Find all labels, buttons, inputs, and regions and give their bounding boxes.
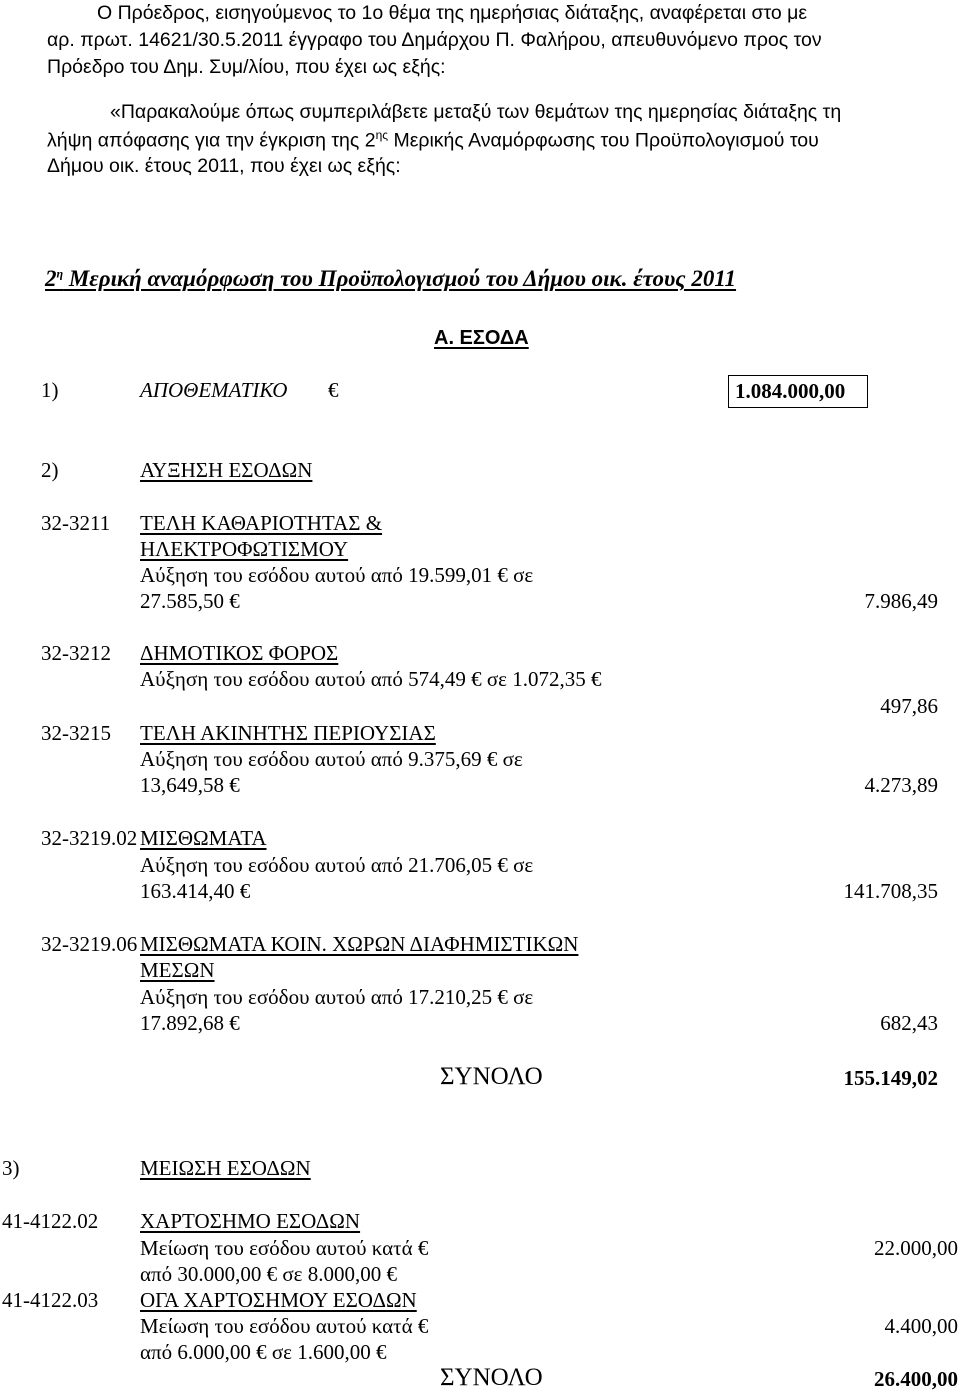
item-description: Αύξηση του εσόδου αυτού από 21.706,05 € σε xyxy=(140,853,534,877)
item-description: Αύξηση του εσόδου αυτού από 9.375,69 € σε xyxy=(140,747,523,771)
item-title: ΤΕΛΗ ΚΑΘΑΡΙΟΤΗΤΑΣ & xyxy=(140,511,383,535)
reserve-label: 1) xyxy=(41,378,59,402)
item-amount: 7.986,49 xyxy=(864,589,938,613)
item-description-cont: 163.414,40 € xyxy=(140,879,251,903)
item-description-cont: 17.892,68 € xyxy=(140,1011,240,1035)
item-amount: 4.400,00 xyxy=(884,1314,958,1338)
euro-symbol: € xyxy=(328,378,339,402)
quote-line-2: λήψη απόφασης για την έγκριση της $2^{\eta\varsigma}$ Μερικής Αναμόρφωσης του Προϋπολογισμού του xyxy=(47,128,819,152)
quote-line-1: «Παρακαλούμε όπως συμπεριλάβετε μεταξύ των θεμάτων της ημερησίας διάταξης τη xyxy=(110,101,842,123)
intro-line-1: Ο Πρόεδρος, εισηγούμενος το 1ο θέμα της ημερήσιας διάταξης, αναφέρεται στο με xyxy=(97,2,808,24)
item-title: ΤΕΛΗ ΑΚΙΝΗΤΗΣ ΠΕΡΙΟΥΣΙΑΣ xyxy=(140,721,436,745)
increase-total: 155.149,02 xyxy=(843,1066,938,1090)
intro-line-3: Πρόεδρο του Δημ. Συμ/λίου, που έχει ως εξής: xyxy=(47,56,446,78)
item-description: Αύξηση του εσόδου αυτού από 574,49 € σε 1.072,35 € xyxy=(140,667,602,691)
reserve-amount: 1.084.000,00 xyxy=(735,379,846,403)
item-amount: 141.708,35 xyxy=(843,879,938,903)
item-description: Αύξηση του εσόδου αυτού από 17.210,25 € σε xyxy=(140,985,534,1009)
item-amount: 22.000,00 xyxy=(874,1236,958,1260)
item-title: ΔΗΜΟΤΙΚΟΣ ΦΟΡΟΣ xyxy=(140,641,339,665)
item-description: Μείωση του εσόδου αυτού κατά € xyxy=(140,1236,429,1260)
item-code: 32-3212 xyxy=(41,641,111,665)
item-title: ΧΑΡΤΟΣΗΜΟ ΕΣΟΔΩΝ xyxy=(140,1209,361,1233)
item-description-cont: 27.585,50 € xyxy=(140,589,240,613)
item-description: Μείωση του εσόδου αυτού κατά € xyxy=(140,1314,429,1338)
item-title: ΜΙΣΘΩΜΑΤΑ ΚΟΙΝ. ΧΩΡΩΝ ΔΙΑΦΗΜΙΣΤΙΚΩΝ xyxy=(140,932,579,956)
increase-label: 2) xyxy=(41,458,59,482)
item-code: 32-3219.02 xyxy=(41,826,138,850)
increase-total-label: ΣΥΝΟΛΟ xyxy=(440,1063,543,1090)
section-a-title: Α. ΕΣΟΔΑ xyxy=(434,327,529,349)
reserve-title: ΑΠΟΘΕΜΑΤΙΚΟ xyxy=(140,378,288,402)
decrease-label: 3) xyxy=(2,1156,20,1180)
item-code: 32-3219.06 xyxy=(41,932,138,956)
item-title: ΜΙΣΘΩΜΑΤΑ xyxy=(140,826,267,850)
item-title: ΟΓΑ ΧΑΡΤΟΣΗΜΟΥ ΕΣΟΔΩΝ xyxy=(140,1288,417,1312)
decrease-title: ΜΕΙΩΣΗ ΕΣΟΔΩΝ xyxy=(140,1156,311,1180)
item-description-cont: από 6.000,00 € σε 1.600,00 € xyxy=(140,1340,387,1364)
item-description-cont: 13,649,58 € xyxy=(140,773,240,797)
document-heading: $2^\eta$ Μερική αναμόρφωση του Προϋπολογισμού του Δήμου οικ. έτους 2011 xyxy=(45,266,737,291)
item-description: Αύξηση του εσόδου αυτού από 19.599,01 € σε xyxy=(140,563,534,587)
increase-title: ΑΥΞΗΣΗ ΕΣΟΔΩΝ xyxy=(140,458,313,482)
item-amount: 682,43 xyxy=(880,1011,938,1035)
item-title-cont: ΗΛΕΚΤΡΟΦΩΤΙΣΜΟΥ xyxy=(140,537,349,561)
item-title-cont: ΜΕΣΩΝ xyxy=(140,958,215,982)
intro-line-2: αρ. πρωτ. 14621/30.5.2011 έγγραφο του Δημάρχου Π. Φαλήρου, απευθυνόμενο προς τον xyxy=(47,29,822,51)
quote-line-3: Δήμου οικ. έτους 2011, που έχει ως εξής: xyxy=(47,155,401,177)
item-amount: 4.273,89 xyxy=(864,773,938,797)
decrease-total: 26.400,00 xyxy=(874,1367,958,1391)
decrease-total-label: ΣΥΝΟΛΟ xyxy=(440,1364,543,1391)
item-description-cont: από 30.000,00 € σε 8.000,00 € xyxy=(140,1262,397,1286)
item-code: 41-4122.03 xyxy=(2,1288,99,1312)
item-code: 32-3215 xyxy=(41,721,111,745)
item-code: 41-4122.02 xyxy=(2,1209,99,1233)
item-code: 32-3211 xyxy=(41,511,111,535)
item-amount: 497,86 xyxy=(880,694,938,718)
